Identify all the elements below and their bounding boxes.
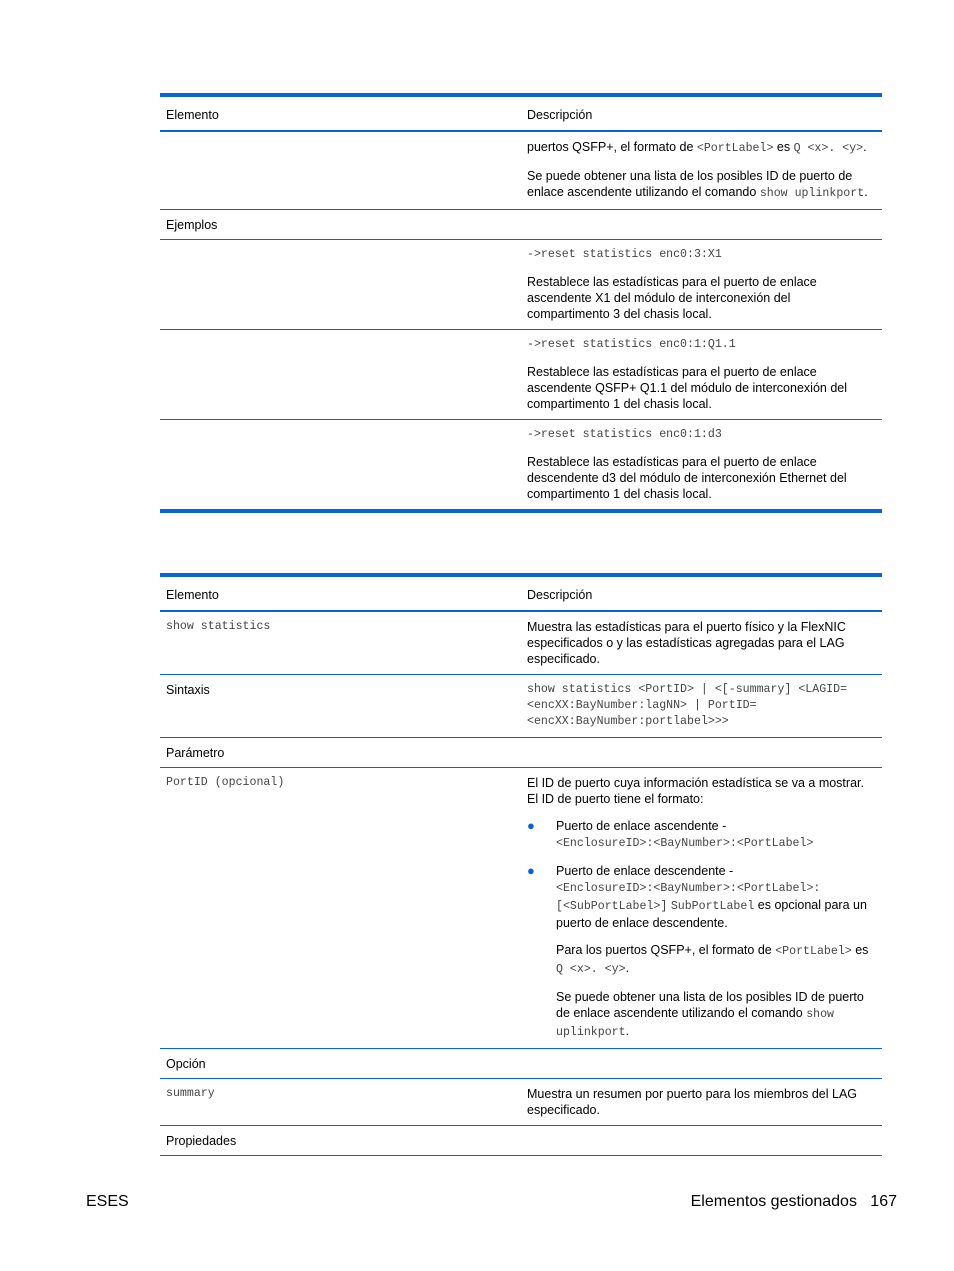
list-item: ● Puerto de enlace descendente - <EnclosureID>:<BayNumber>:<PortLabel>:[<SubPortLabel>] SubPortLabel es opcional para un puerto de enlace descendente. <box>527 863 867 930</box>
example-command: ->reset statistics enc0:1:Q1.1 <box>527 338 736 351</box>
parameter-label: Parámetro <box>160 738 521 768</box>
table-row <box>160 738 882 768</box>
parameter-intro: El ID de puerto cuya información estadística se va a mostrar. El ID de puerto tiene el formato: <box>527 776 864 806</box>
header-elemento: Elemento <box>160 95 521 131</box>
show-statistics-table <box>160 573 882 1156</box>
properties-label: Propiedades <box>160 1126 521 1156</box>
footer-section: Elementos gestionados <box>690 1193 857 1210</box>
example-row <box>160 420 882 512</box>
table-row <box>160 131 882 210</box>
qsfp-format-paragraph: Para los puertos QSFP+, el formato de <PortLabel> es Q <x>. <y>. <box>556 943 869 976</box>
footer-page-info <box>691 1192 897 1212</box>
option-label: Opción <box>160 1049 521 1079</box>
example-command: ->reset statistics enc0:3:X1 <box>527 248 722 261</box>
table-row <box>160 675 882 738</box>
list-item: ● Puerto de enlace ascendente - <EnclosureID>:<BayNumber>:<PortLabel> <box>527 818 814 850</box>
example-command: ->reset statistics enc0:1:d3 <box>527 428 722 441</box>
header-elemento: Elemento <box>160 575 521 611</box>
table-row <box>160 210 882 240</box>
syntax-code: show statistics <PortID> | <[-summary] <LAGID=<encXX:BayNumber:lagNN> | PortID=<encXX:BayNumber:portlabel>>> <box>521 675 882 738</box>
table-row <box>160 768 882 1049</box>
table-row <box>160 1049 882 1079</box>
option-name: summary <box>160 1079 521 1126</box>
table-row <box>160 611 882 675</box>
bullet-icon: ● <box>527 863 535 878</box>
command-name: show statistics <box>160 611 521 675</box>
page-number: 167 <box>870 1193 897 1210</box>
example-description: Restablece las estadísticas para el puerto de enlace ascendente X1 del módulo de interconexión del compartimento 3 del chasis local. <box>527 275 817 321</box>
table-row <box>160 1079 882 1126</box>
uplinkport-hint-paragraph: Se puede obtener una lista de los posibles ID de puerto de enlace ascendente utilizando el comando show uplinkport. <box>527 169 868 200</box>
table-row <box>160 1126 882 1156</box>
command-description: Muestra las estadísticas para el puerto físico y la FlexNIC especificados o y las estadísticas agregadas para el LAG especificado. <box>521 611 882 675</box>
examples-label: Ejemplos <box>160 210 521 240</box>
uplinkport-hint-paragraph: Se puede obtener una lista de los posibles ID de puerto de enlace ascendente utilizando el comando show uplinkport. <box>556 990 864 1039</box>
qsfp-format-paragraph: puertos QSFP+, el formato de <PortLabel> es Q <x>. <y>. <box>527 140 867 155</box>
example-description: Restablece las estadísticas para el puerto de enlace ascendente QSFP+ Q1.1 del módulo de interconexión del compartimento 1 del chasis local. <box>527 365 847 411</box>
syntax-label: Sintaxis <box>160 675 521 738</box>
port-format-list <box>527 818 876 931</box>
example-row <box>160 240 882 330</box>
option-description: Muestra un resumen por puerto para los miembros del LAG especificado. <box>521 1079 882 1126</box>
reset-statistics-table-continued <box>160 93 882 513</box>
example-row <box>160 330 882 420</box>
bullet-icon: ● <box>527 818 535 833</box>
parameter-name: PortID (opcional) <box>160 768 521 1049</box>
example-description: Restablece las estadísticas para el puerto de enlace descendente d3 del módulo de interconexión Ethernet del compartimento 1 del chasis local. <box>527 455 847 501</box>
header-descripcion: Descripción <box>521 95 882 131</box>
header-descripcion: Descripción <box>521 575 882 611</box>
footer-locale: ESES <box>86 1193 129 1210</box>
